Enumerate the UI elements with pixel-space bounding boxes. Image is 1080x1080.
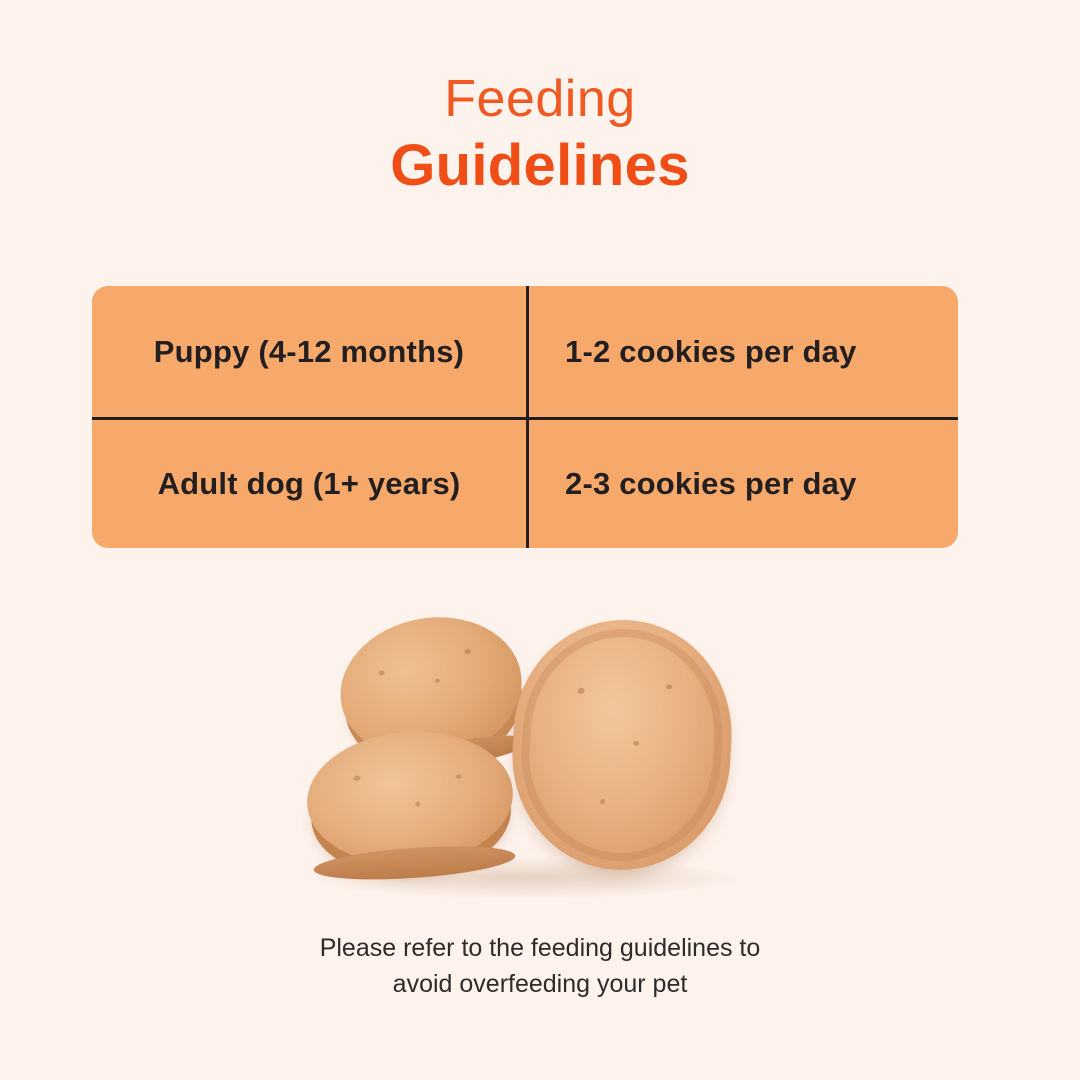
- table-cell-value: 1-2 cookies per day: [565, 333, 857, 369]
- cookie-illustration: [285, 600, 785, 900]
- cookie-speck: [464, 648, 472, 654]
- table-cell-age-group: [92, 286, 529, 417]
- cookie-standing: [507, 614, 738, 875]
- feeding-table: [92, 286, 958, 548]
- table-cell-amount: [529, 420, 958, 548]
- title-line-feeding: Feeding: [444, 70, 636, 128]
- footnote-line-1: Please refer to the feeding guidelines to: [319, 934, 761, 962]
- table-cell-label: Puppy (4-12 months): [153, 333, 465, 369]
- cookie-speck: [415, 801, 420, 806]
- title-line-guidelines: Guidelines: [390, 132, 690, 198]
- cookie-speck: [378, 670, 385, 676]
- table-cell-amount: [529, 286, 958, 417]
- table-row: [92, 286, 958, 417]
- cookie-speck: [435, 678, 441, 683]
- cookie-speck: [353, 775, 360, 780]
- table-cell-value: 2-3 cookies per day: [565, 466, 857, 501]
- cookie-speck: [455, 774, 461, 778]
- page-title: [0, 0, 1080, 199]
- footnote-line-2: avoid overfeeding your pet: [392, 970, 688, 999]
- footnote: [0, 930, 1080, 1003]
- table-cell-label: Adult dog (1+ years): [157, 466, 461, 501]
- cookie-rim: [516, 624, 728, 866]
- table-row: [92, 417, 958, 548]
- table-cell-age-group: [92, 420, 529, 548]
